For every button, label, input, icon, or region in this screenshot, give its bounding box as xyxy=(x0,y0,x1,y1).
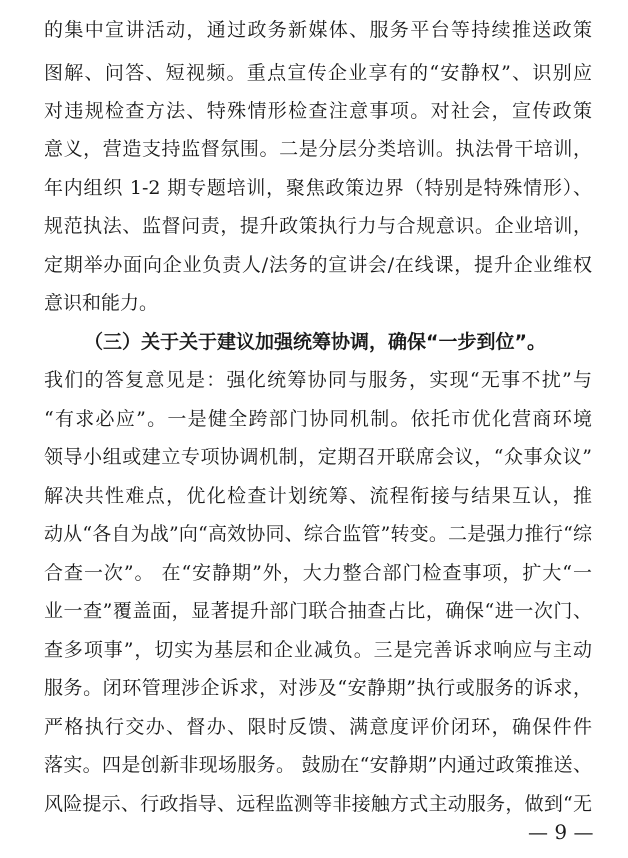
body-text-line: 意义，营造支持监督氛围。二是分层分类培训。执法骨干培训， xyxy=(44,138,592,160)
section-heading: （三）关于关于建议加强统筹协调，确保“一步到位”。 xyxy=(84,331,546,353)
body-text-line: 严格执行交办、督办、限时反馈、满意度评价闭环，确保件件 xyxy=(44,716,592,738)
body-text-line: 我们的答复意见是：强化统筹协同与服务，实现“无事不扰”与 xyxy=(44,369,592,391)
body-text-line: 风险提示、行政指导、远程监测等非接触方式主动服务，做到“无 xyxy=(44,793,592,815)
body-text-line: “有求必应”。一是健全跨部门协同机制。依托市优化营商环境 xyxy=(44,408,592,430)
body-text-line: 年内组织 1-2 期专题培训，聚焦政策边界（特别是特殊情形）、 xyxy=(44,177,592,199)
body-text-line: 服务。闭环管理涉企诉求，对涉及“安静期”执行或服务的诉求， xyxy=(44,677,592,699)
body-text-line: 动从“各自为战”向“高效协同、综合监管”转变。二是强力推行“综 xyxy=(44,523,592,545)
body-text-line: 查多项事”，切实为基层和企业减负。三是完善诉求响应与主动 xyxy=(44,639,592,661)
body-text-line: 意识和能力。 xyxy=(44,292,159,314)
body-text-line: 对违规检查方法、特殊情形检查注意事项。对社会，宣传政策 xyxy=(44,100,592,122)
page-number: — 9 — xyxy=(528,820,594,844)
body-text-line: 解决共性难点，优化检查计划统筹、流程衔接与结果互认，推 xyxy=(44,485,592,507)
body-text-line: 合查一次”。 在“安静期”外，大力整合部门检查事项，扩大“一 xyxy=(44,562,592,584)
body-text-line: 落实。四是创新非现场服务。 鼓励在“安静期”内通过政策推送、 xyxy=(44,754,592,776)
body-text-line: 领导小组或建立专项协调机制，定期召开联席会议，“众事众议” xyxy=(44,446,592,468)
body-text-line: 业一查”覆盖面，显著提升部门联合抽查占比，确保“进一次门、 xyxy=(44,600,592,622)
body-text-line: 的集中宣讲活动，通过政务新媒体、服务平台等持续推送政策 xyxy=(44,19,592,41)
body-text-line: 图解、问答、短视频。重点宣传企业享有的“安静权”、识别应 xyxy=(44,62,592,84)
body-text-line: 定期举办面向企业负责人/法务的宣讲会/在线课，提升企业维权 xyxy=(44,254,592,276)
body-text-line: 规范执法、监督问责，提升政策执行力与合规意识。企业培训， xyxy=(44,215,592,237)
